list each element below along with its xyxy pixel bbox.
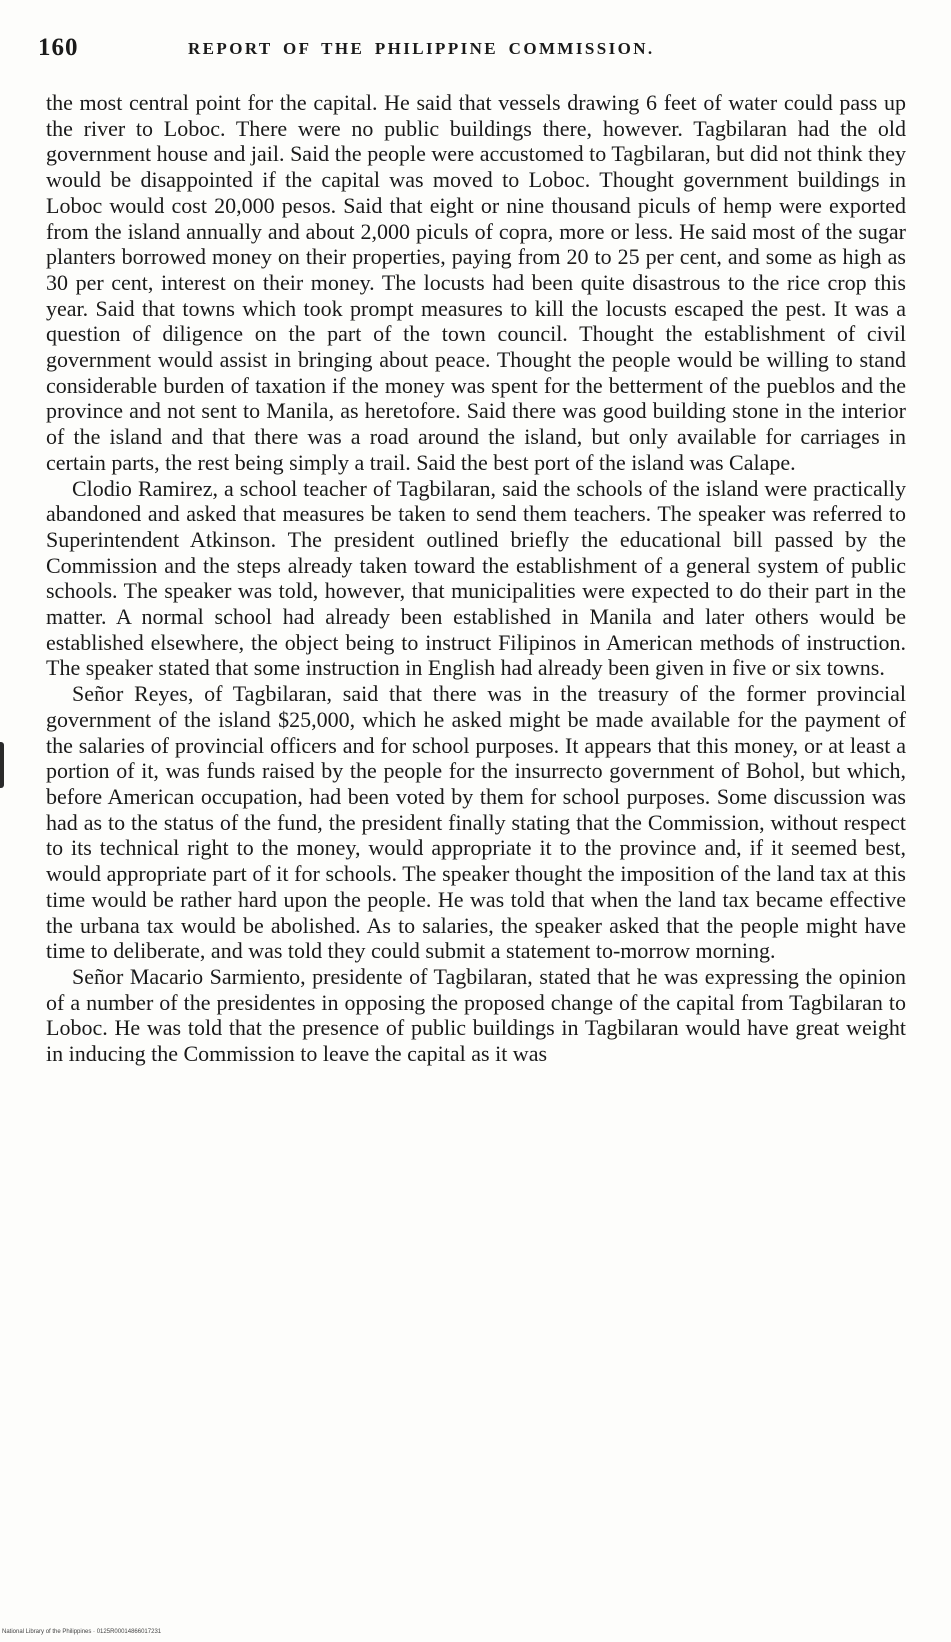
paragraph-ramirez: Clodio Ramirez, a school teacher of Tagbilaran, said the schools of the island were practically abandoned and asked that measures be taken to send them teachers. The speaker was referred to Superintendent Atkinson. The president outlined briefly the educational bill passed by the Commission and the steps already taken toward the establishment of a general system of public schools. The speaker was told, however, that municipalities were expected to do their part in the matter. A normal school had already been established in Manila and later others would be established elsewhere, the object being to instruct Filipinos in American methods of instruction. The speaker stated that some instruction in English had already been given in five or six towns.: [46, 475, 906, 681]
scan-footer: National Library of the Philippines · 0125R00014866017231: [2, 1629, 162, 1635]
running-head: REPORT OF THE PHILIPPINE COMMISSION.: [188, 39, 655, 58]
body-text: [46, 90, 906, 1067]
paragraph-reyes: Señor Reyes, of Tagbilaran, said that there was in the treasury of the former provincial government of the island $25,000, which he asked might be made available for the payment of the salaries of provincial officers and for school purposes. It appears that this money, or at least a portion of it, was funds raised by the people for the insurrecto government of Bohol, but which, before American occupation, had been voted by them for school purposes. Some discussion was had as to the status of the fund, the president finally stating that the Commission, without respect to its technical right to the money, would appropriate it to the province and, if it seemed best, would appropriate part of it for schools. The speaker thought the imposition of the land tax at this time would be rather hard upon the people. He was told that when the land tax became effective the urbana tax would be abolished. As to salaries, the speaker asked that the people might have time to deliberate, and was told they could submit a statement to-morrow morning.: [46, 681, 906, 964]
page-header: [38, 34, 888, 70]
paragraph-continued: the most central point for the capital. He said that vessels drawing 6 feet of water could pass up the river to Loboc. There were no public buildings there, however. Tagbilaran had the old government house and jail. Said the people were accustomed to Tagbilaran, but did not think they would be disappointed if the capital was moved to Loboc. Thought government buildings in Loboc would cost 20,000 pesos. Said that eight or nine thousand piculs of hemp were exported from the island annually and about 2,000 piculs of copra, more or less. He said most of the sugar planters borrowed money on their properties, paying from 20 to 25 per cent, and some as high as 30 per cent, interest on their money. The locusts had been quite disastrous to the rice crop this year. Said that towns which took prompt measures to kill the locusts escaped the pest. It was a question of diligence on the part of the town council. Thought the establishment of civil government would assist in bringing about peace. Thought the people would be willing to stand considerable burden of taxation if the money was spent for the betterment of the pueblos and the province and not sent to Manila, as heretofore. Said there was good building stone in the interior of the island and that there was a road around the island, but only available for carriages in certain parts, the rest being simply a trail. Said the best port of the island was Calape.: [46, 90, 906, 475]
paragraph-sarmiento: Señor Macario Sarmiento, presidente of Tagbilaran, stated that he was expressing the opinion of a number of the presidentes in opposing the proposed change of the capital from Tagbilaran to Loboc. He was told that the presence of public buildings in Tagbilaran would have great weight in inducing the Commission to leave the capital as it was: [46, 963, 906, 1067]
page-number: 160: [38, 34, 79, 61]
scan-edge-mark: [0, 742, 4, 788]
